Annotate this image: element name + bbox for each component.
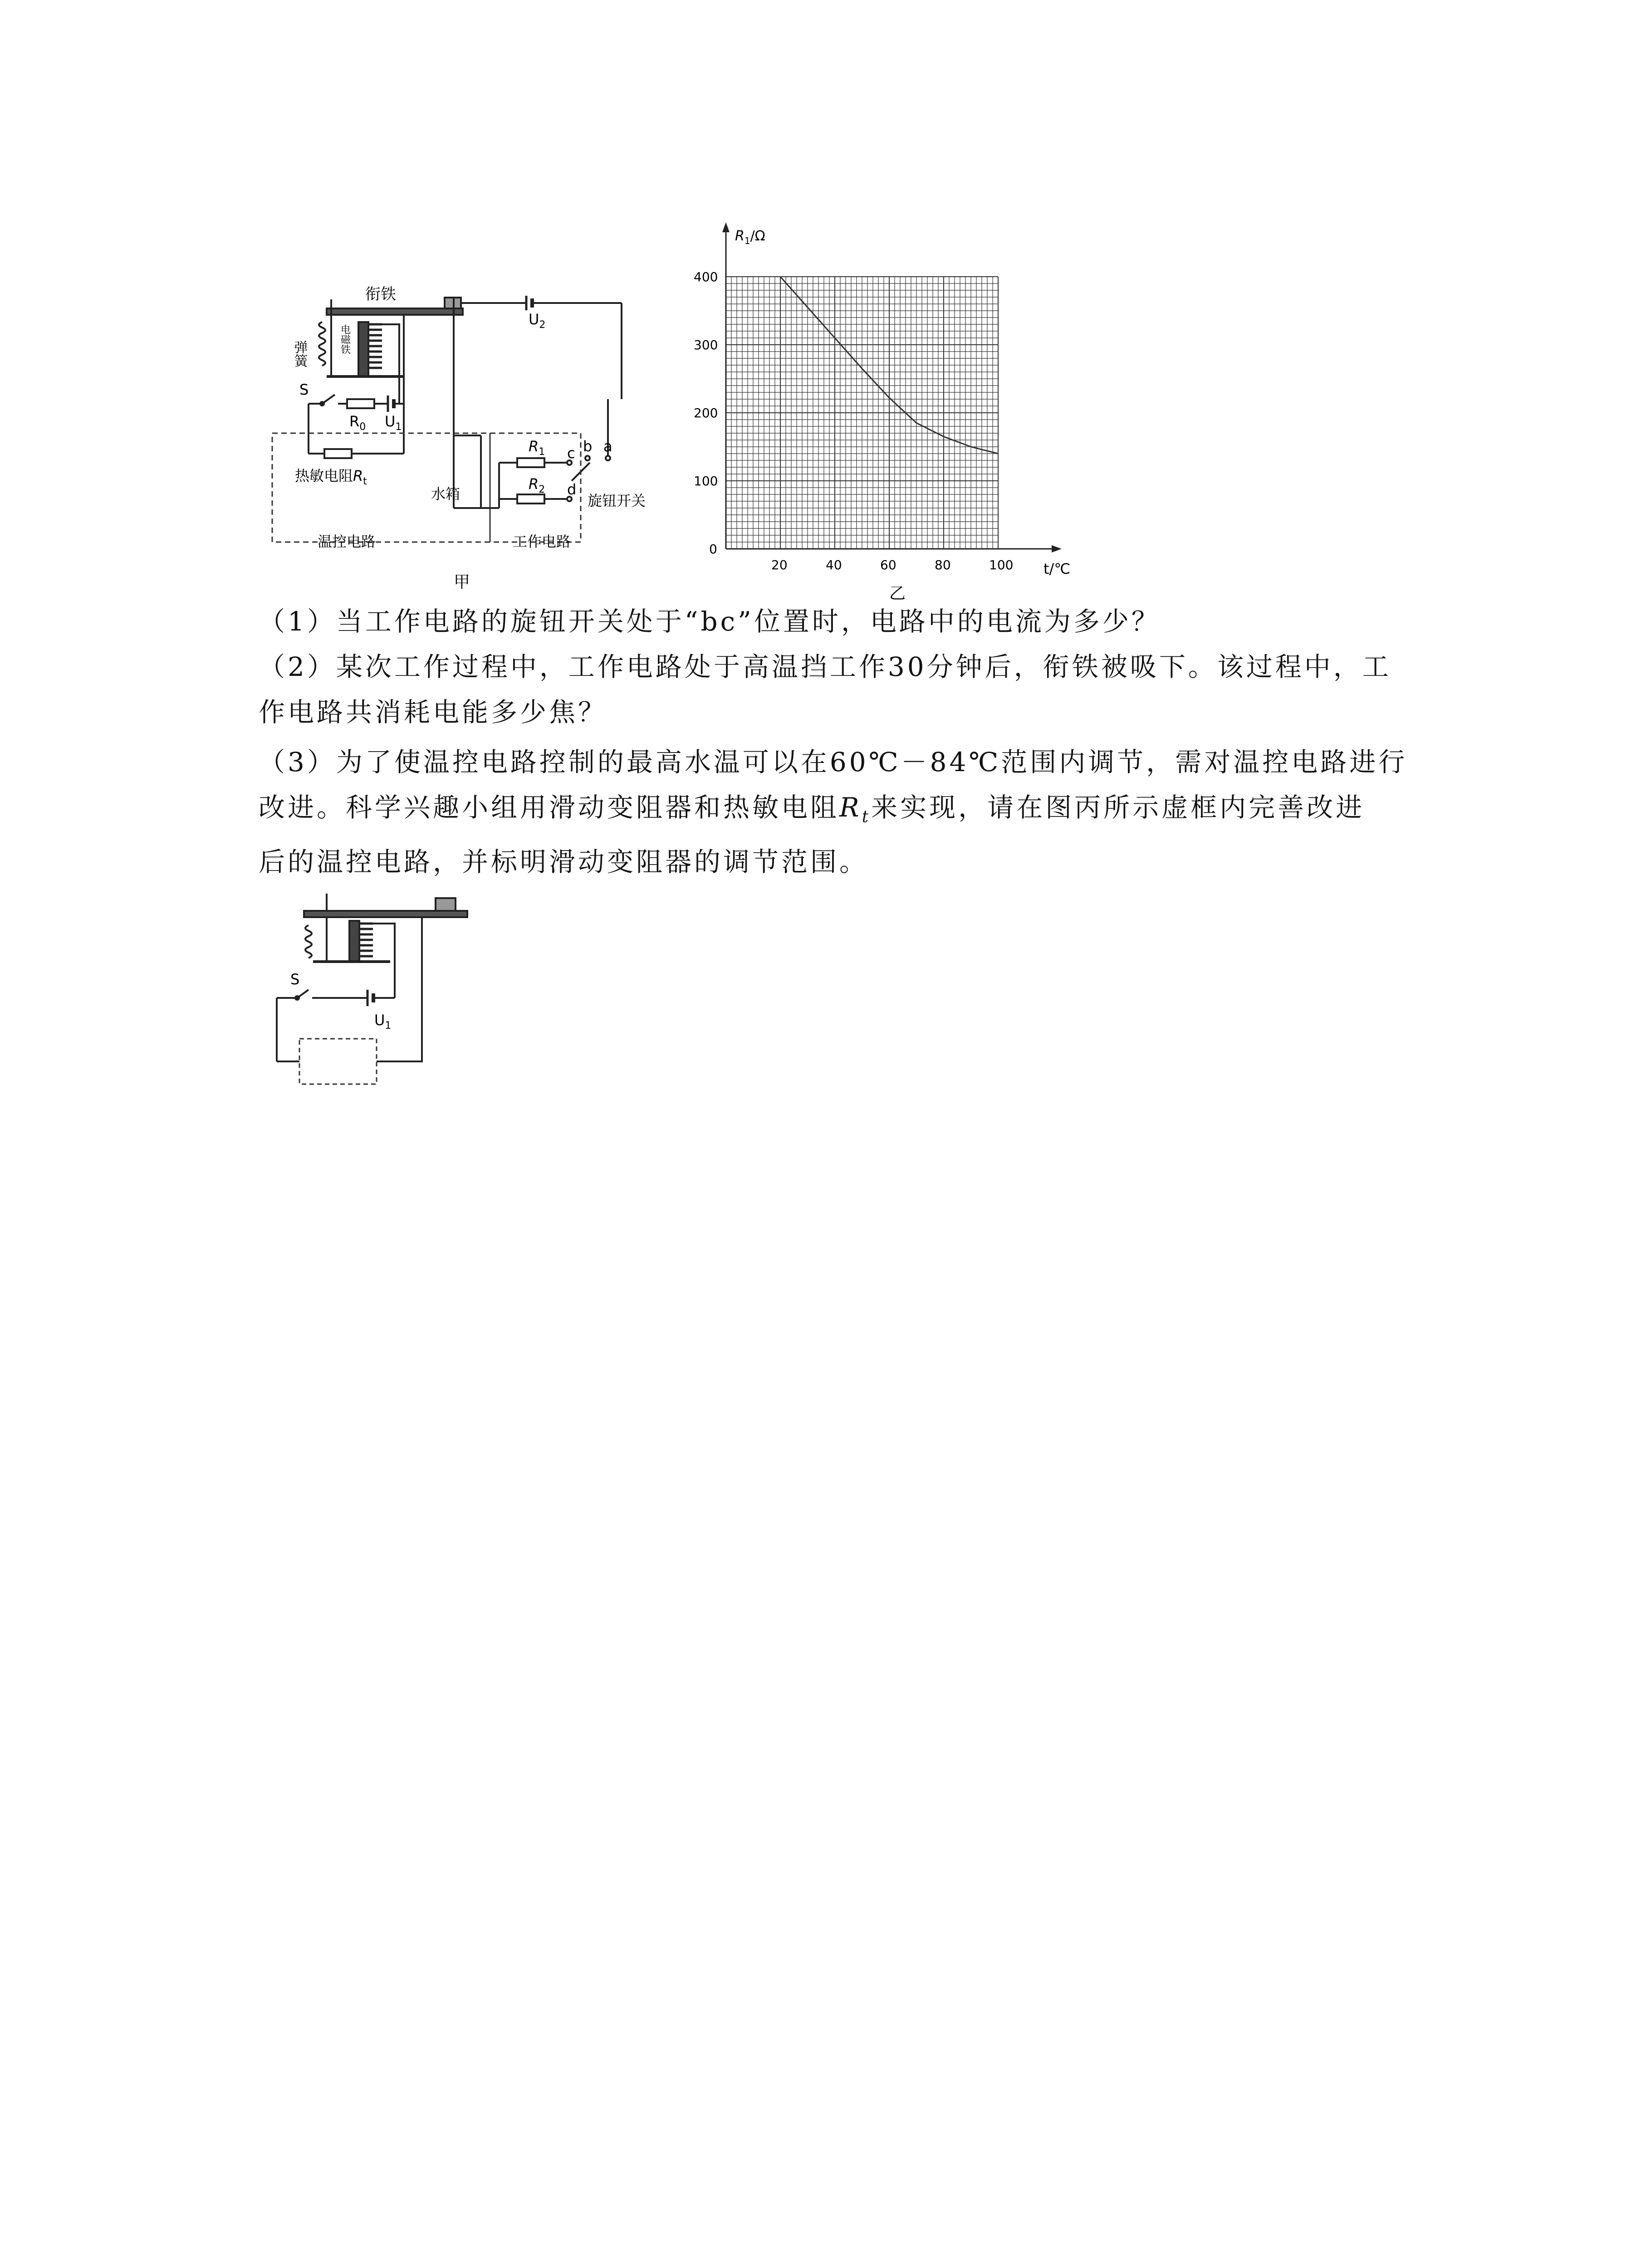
- armature-bar: [327, 308, 463, 315]
- chart-axes: [722, 222, 1062, 552]
- r1-label: $R_1$: [529, 438, 545, 458]
- contact-d-label: d: [567, 481, 577, 498]
- x-tick-label: 20: [771, 557, 788, 572]
- question-3-line-3: 后的温控电路，并标明滑动变阻器的调节范围。: [259, 846, 869, 877]
- question-2-line-1: （2）某次工作过程中，工作电路处于高温挡工作30分钟后，衔铁被吸下。该过程中，工: [259, 651, 1391, 682]
- chart-xlabel: t/℃: [1043, 560, 1071, 577]
- x-tick-label: 60: [880, 557, 896, 572]
- electromagnet-label: 电磁铁: [339, 324, 351, 354]
- y-tick-label: 200: [694, 406, 718, 420]
- chart-grid: [726, 277, 998, 549]
- work-circuit-label: 工作电路: [513, 533, 571, 550]
- y-tick-label: 0: [709, 542, 717, 557]
- x-tick-label: 80: [935, 557, 951, 572]
- knob-switch-label: 旋钮开关: [588, 492, 646, 509]
- question-3-line-1: （3）为了使温控电路控制的最高水温可以在60℃－84℃范围内调节，需对温控电路进行: [259, 747, 1408, 777]
- r0-label: $R_0$: [349, 413, 366, 433]
- water-tank-label: 水箱: [431, 485, 460, 503]
- x-tick-label: 100: [989, 557, 1014, 572]
- x-axis-arrow: [1052, 545, 1062, 552]
- u2-label: $U_2$: [529, 311, 546, 331]
- x-tick-label: 40: [826, 557, 842, 572]
- y-tick-label: 100: [694, 474, 718, 489]
- temp-circuit-label: 温控电路: [318, 533, 376, 550]
- question-1: （1）当工作电路的旋钮开关处于“bc”位置时，电路中的电流为多少？: [259, 606, 1161, 637]
- figure-yi-chart: [694, 213, 1130, 621]
- armature-label: 衔铁: [365, 285, 396, 303]
- figure-jia-caption: 甲: [454, 573, 470, 591]
- bing-switch-label: S: [290, 971, 300, 988]
- blank-dashed-box: [299, 1039, 377, 1084]
- thermistor-label: 热敏电阻$R_t$: [295, 467, 367, 487]
- r2-label: $R_2$: [529, 475, 545, 495]
- y-axis-arrow: [722, 222, 730, 232]
- question-2-line-2: 作电路共消耗电能多少焦？: [259, 697, 607, 728]
- chart-ylabel: $R_1/\Omega$: [735, 228, 765, 246]
- question-3-line-2: 改进。科学兴趣小组用滑动变阻器和热敏电阻$R_t$来实现，请在图丙所示虚框内完善改进: [259, 792, 1365, 826]
- bing-u1-label: $U_1$: [374, 1012, 392, 1031]
- electromagnet-coil: [368, 324, 382, 368]
- contact-c-label: c: [567, 445, 575, 462]
- y-tick-label: 300: [694, 337, 718, 352]
- switch-s-label: S: [299, 381, 309, 398]
- figure-yi-caption: 乙: [889, 584, 906, 603]
- figure-bing-circuit: [259, 889, 495, 1093]
- spring-label: 弹簧: [291, 340, 308, 367]
- u1-label: $U_1$: [385, 413, 402, 433]
- figure-jia-circuit: [254, 272, 653, 599]
- spring-coil: [319, 322, 325, 366]
- contact-a-label: a: [603, 438, 612, 455]
- y-tick-label: 400: [694, 269, 718, 284]
- contact-b-label: b: [583, 438, 593, 455]
